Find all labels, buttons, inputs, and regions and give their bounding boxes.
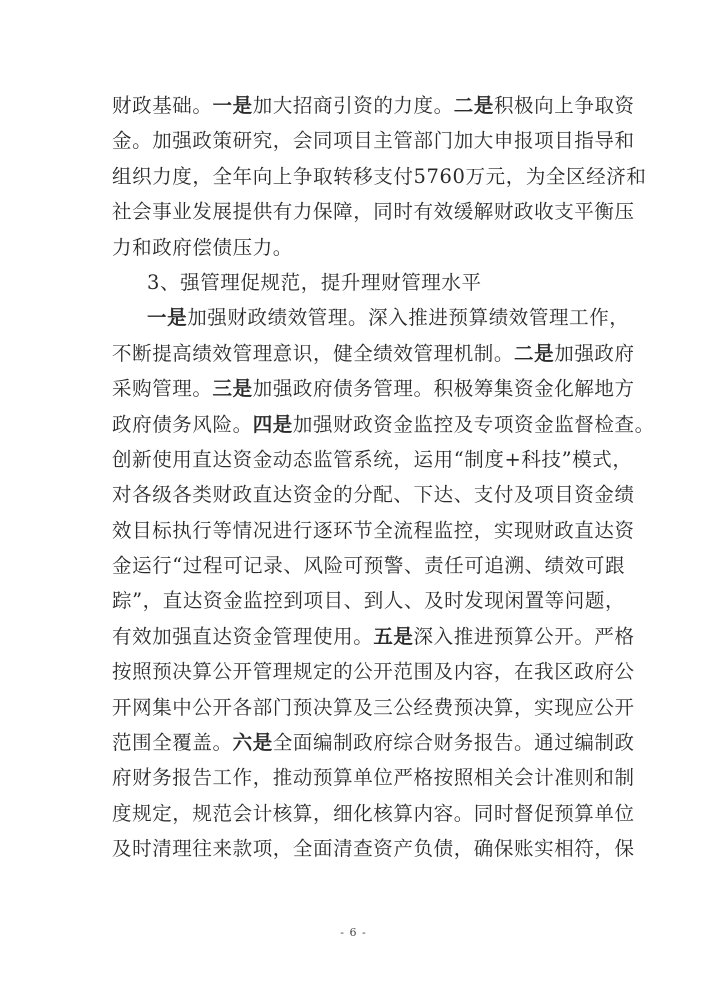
text-line [112,88,635,123]
text-line [112,407,655,442]
text-segment: 政府债务风险。 [112,412,253,436]
body-text [112,88,655,867]
text-segment: 不断提高绩效管理意识，健全绩效管理机制。 [112,341,515,365]
text-segment: 效目标执行等情况进行逐环节全流程监控，实现财政直达资 [112,518,635,542]
text-line [112,760,635,795]
text-segment: 财政基础。 [112,94,213,117]
text-line [112,548,626,583]
text-line [112,725,635,760]
text-line [112,690,635,725]
text-segment: 加强财政资金监控及专项资金监督检查。 [292,412,655,436]
text-segment: 金。加强政策研究，会同项目主管部门加大申报项目指导和 [112,129,635,153]
text-line [112,265,612,300]
text-segment: 范围全覆盖。 [112,731,233,755]
text-segment: 府财务报告工作，推动预算单位严格按照相关会计准则和制 [112,766,635,790]
text-segment: 采购管理。 [112,377,213,401]
text-segment: 加强政府 [554,341,635,365]
text-segment: 积极向上争取资 [493,94,635,117]
text-line [112,654,635,689]
text-line [112,123,635,158]
text-line [112,194,635,229]
text-line [112,300,630,335]
text-line [112,371,635,406]
text-line [112,619,635,654]
text-line [112,477,635,512]
text-segment: 深入推进预算公开。严格 [413,624,635,648]
text-segment: 对各级各类财政直达资金的分配、下达、支付及项目资金绩 [112,483,635,507]
text-segment: 加强政府债务管理。积极筹集资金化解地方 [252,377,635,401]
text-segment: 度规定，规范会计核算，细化核算内容。同时督促预算单位 [112,801,635,825]
bold-lead-phrase: 二是 [514,341,555,365]
text-segment: 社会事业发展提供有力保障，同时有效缓解财政收支平衡压 [112,200,635,224]
text-segment: 全面编制政府综合财务报告。通过编制政 [272,731,635,755]
text-line [112,159,647,194]
text-segment: 加大招商引资的力度。 [252,94,454,117]
text-segment: 3、强管理促规范，提升理财管理水平 [147,270,482,294]
text-segment: 有效加强直达资金管理使用。 [112,624,374,648]
bold-lead-phrase: 一是 [212,94,253,117]
bold-lead-phrase: 三是 [212,377,253,401]
text-line [112,230,612,265]
text-segment: 组织力度，全年向上争取转移支付5760万元，为全区经济和 [112,164,647,188]
text-segment: 力和政府偿债压力。 [112,235,293,259]
page-number: - 6 - [340,926,367,939]
text-line [112,336,635,371]
bold-lead-phrase: 二是 [453,94,494,117]
text-segment: 及时清理往来款项，全面清查资产负债，确保账实相符，保 [112,837,635,861]
text-segment: 加强财政绩效管理。深入推进预算绩效管理工作， [187,306,630,330]
text-line [112,796,635,831]
text-segment: 创新使用直达资金动态监管系统，运用“制度+科技”模式， [112,447,633,471]
bold-lead-phrase: 五是 [373,624,414,648]
text-segment: 踪”，直达资金监控到项目、到人、及时发现闲置等问题， [112,589,626,613]
text-line [112,583,626,618]
bold-lead-phrase: 四是 [252,412,293,436]
bold-lead-phrase: 六是 [232,731,273,755]
text-segment: 开网集中公开各部门预决算及三公经费预决算，实现应公开 [112,695,635,719]
text-line [112,831,635,866]
text-segment: 金运行“过程可记录、风险可预警、责任可追溯、绩效可跟 [112,554,626,578]
text-line [112,513,635,548]
bold-lead-phrase: 一是 [147,306,188,330]
text-segment: 按照预决算公开管理规定的公开范围及内容，在我区政府公 [112,660,635,684]
text-line [112,442,633,477]
